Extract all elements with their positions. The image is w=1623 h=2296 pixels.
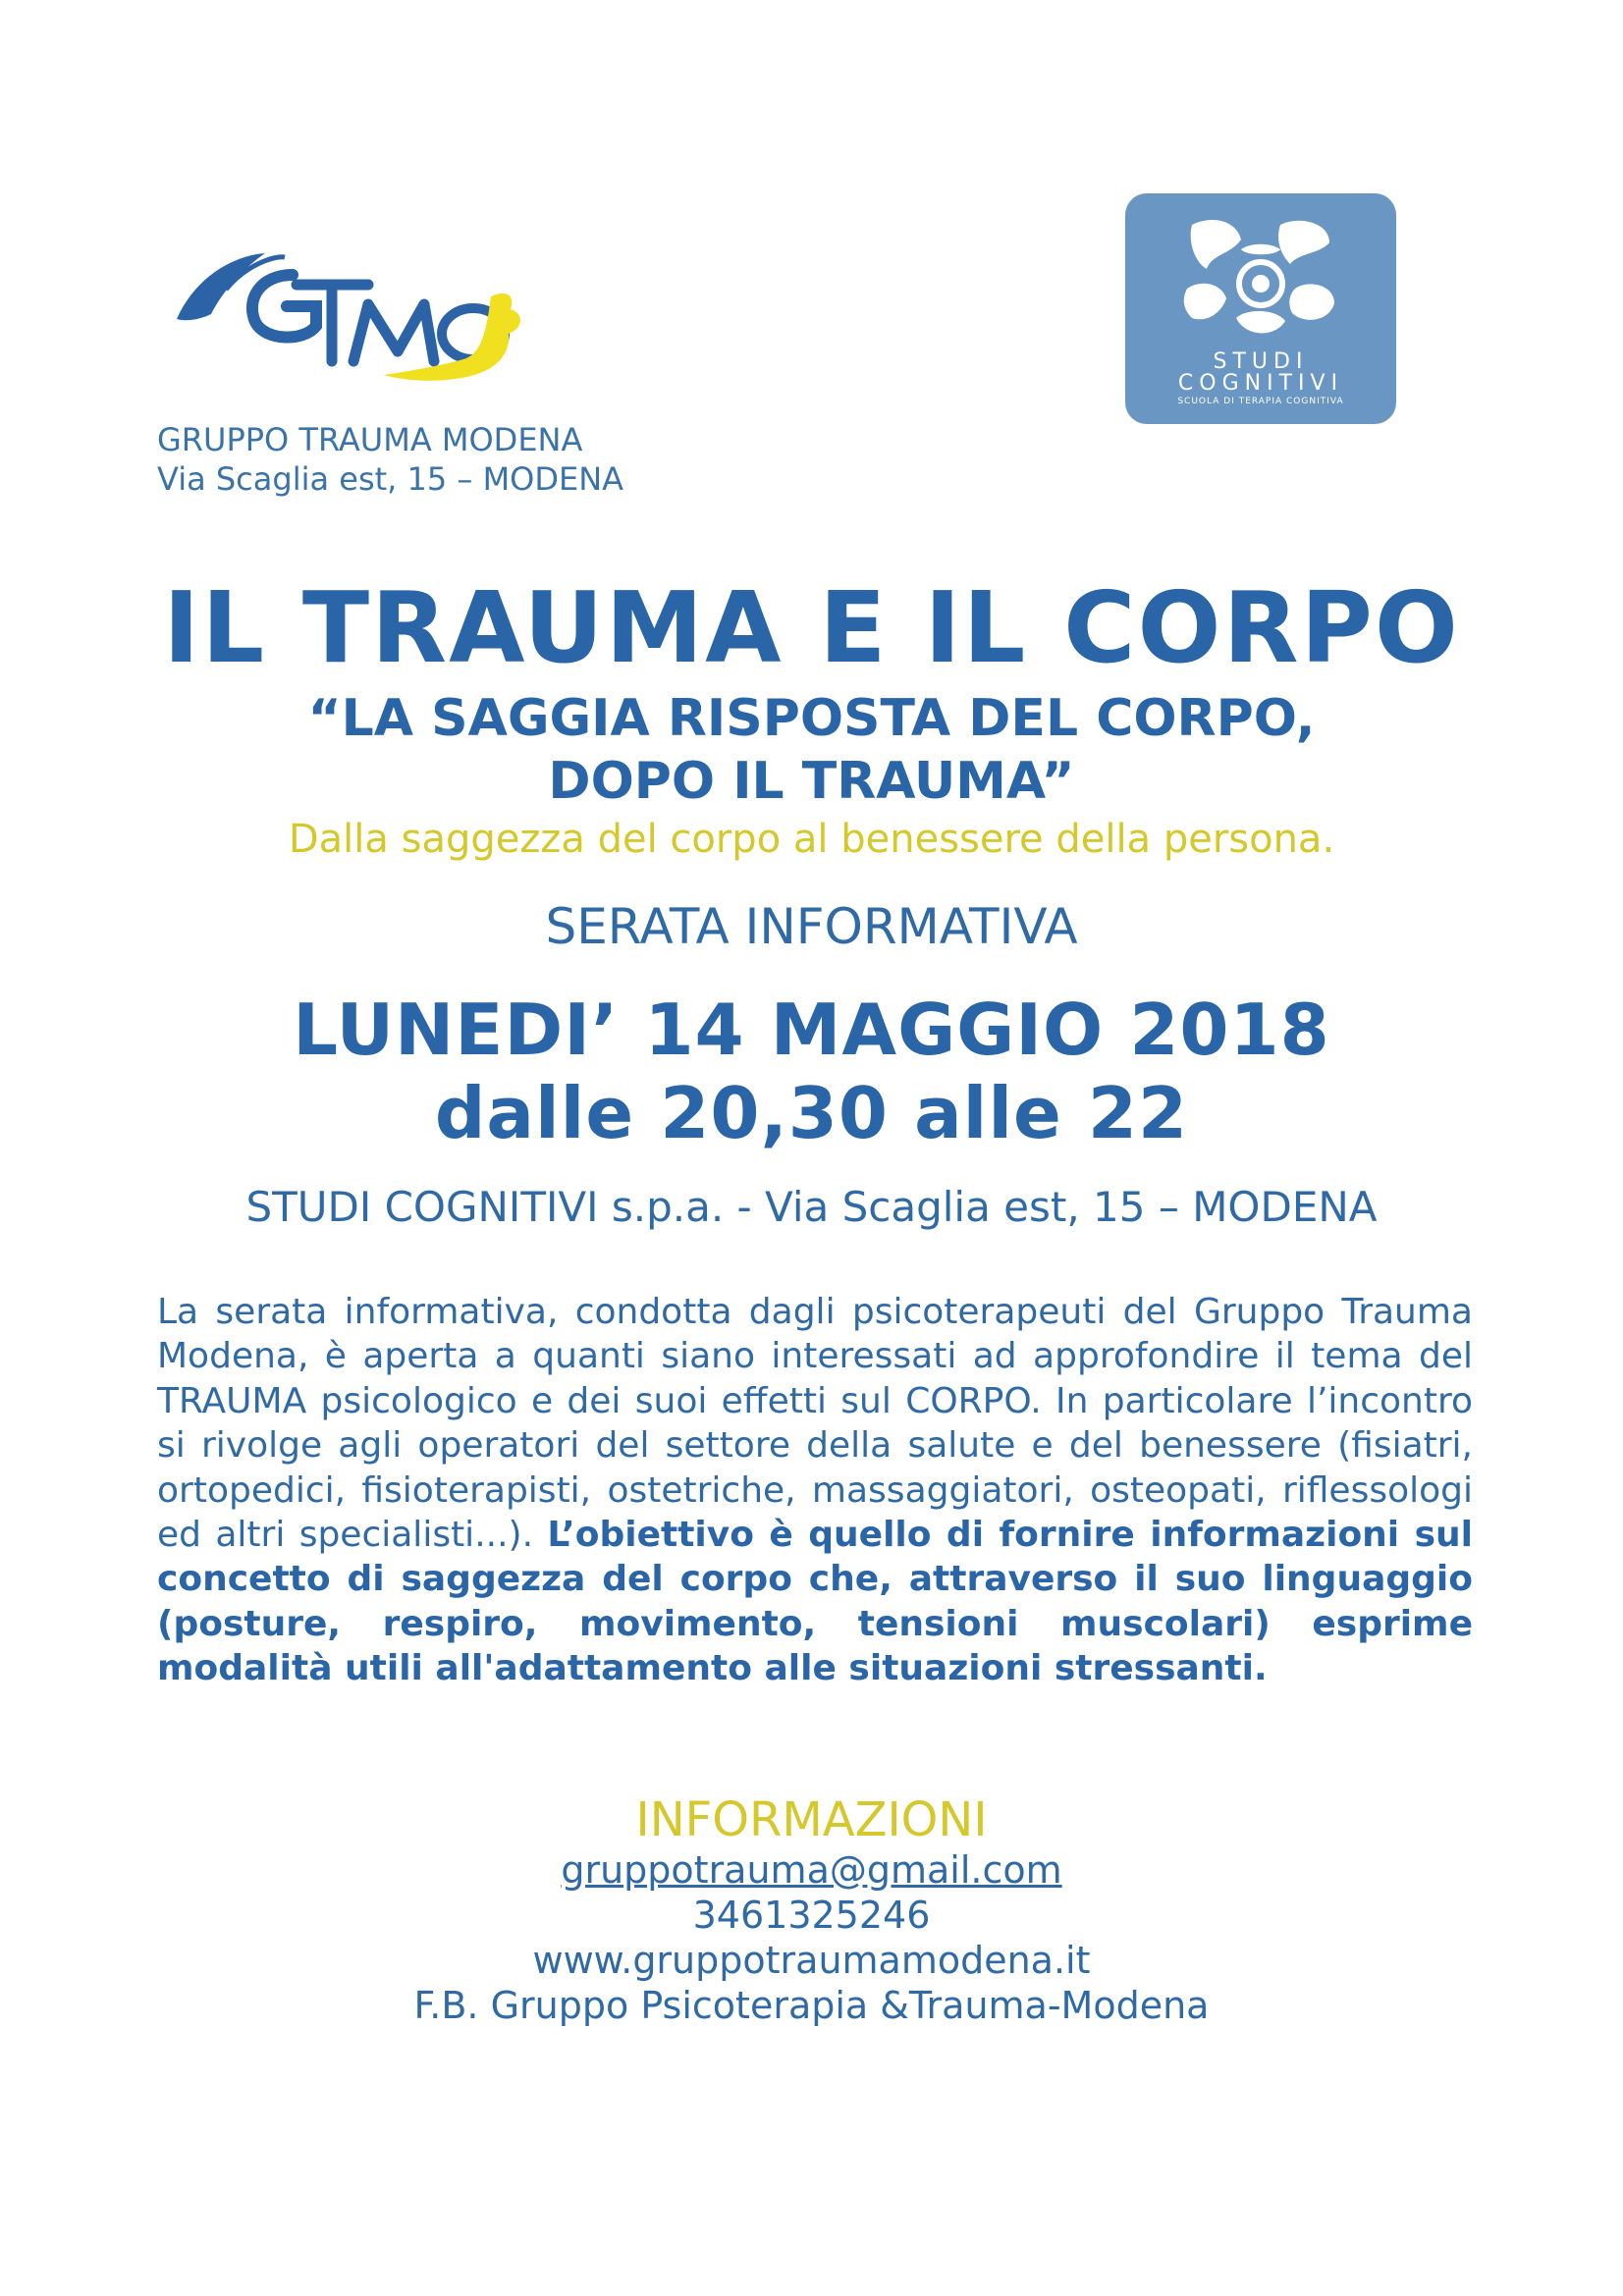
description-text: La serata informativa, condotta dagli psicoterapeuti del Gruppo Trauma Modena, è aperta a quanti siano interessati ad approfondire il tema del TRAUMA psicologico e dei suoi effetti sul CORPO. In particolare l’incontro si rivolge agli operatori del settore della salute e del benessere (fisiatri, ortopedici, fisioterapisti, ostetriche, massaggiatori, osteopati, riflessologi ed altri specialisti...). <box>157 1292 1473 1556</box>
info-phone: 3461325246 <box>692 1894 931 1937</box>
subtitle-line-1: “LA SAGGIA RISPOSTA DEL CORPO, <box>307 689 1316 748</box>
brain-eye-icon <box>1182 215 1339 343</box>
org-name: GRUPPO TRAUMA MODENA <box>157 421 583 458</box>
description-objective: L’obiettivo è quello di fornire informazioni sul concetto di saggezza del corpo che, attraverso il suo linguaggio (posture, respiro, movimento, tensioni muscolari) esprime modalità utili all'adattamento alle situazioni stressanti. <box>157 1515 1473 1689</box>
info-email-line <box>0 1847 1623 1893</box>
event-venue: STUDI COGNITIVI s.p.a. - Via Scaglia est, 15 – MODENA <box>245 1183 1378 1231</box>
event-date: LUNEDI’ 14 MAGGIO 2018 <box>293 988 1330 1071</box>
info-facebook: F.B. Gruppo Psicoterapia &Trauma-Modena <box>413 1984 1210 2027</box>
email-link[interactable]: gruppotrauma@gmail.com <box>561 1848 1062 1892</box>
subtitle-line-2: DOPO IL TRAUMA” <box>548 752 1075 811</box>
tagline: Dalla saggezza del corpo al benessere della persona. <box>288 817 1335 862</box>
description-paragraph <box>157 1290 1473 1691</box>
org-address: Via Scaglia est, 15 – MODENA <box>157 460 624 498</box>
event-type: SERATA INFORMATIVA <box>545 898 1078 955</box>
studi-cognitivi-logo-icon <box>1125 193 1396 424</box>
main-title: IL TRAUMA E IL CORPO <box>163 570 1460 685</box>
logo-text-scuola: SCUOLA DI TERAPIA COGNITIVA <box>1177 397 1344 406</box>
event-time: dalle 20,30 alle 22 <box>434 1072 1189 1154</box>
logo-text-studi: STUDI <box>1213 349 1309 374</box>
info-heading: INFORMAZIONI <box>635 1792 988 1847</box>
info-website[interactable]: www.gruppotraumamodena.it <box>532 1939 1091 1982</box>
gtmo-logo-icon <box>167 236 540 407</box>
logo-text-cognitivi: COGNITIVI <box>1177 371 1344 396</box>
